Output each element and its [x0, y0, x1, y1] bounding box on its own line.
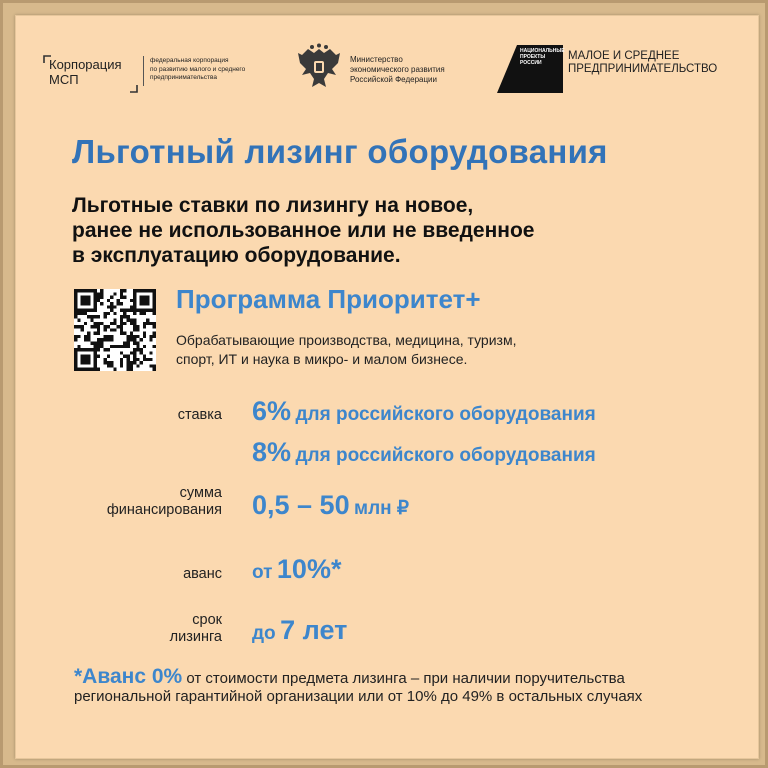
footnote: [74, 665, 674, 706]
mcp-logo-subtitle: федеральная корпорация по развитию малого и среднего предпринимательства: [150, 57, 246, 81]
page-subtitle: Льготные ставки по лизингу на новое, ранее не использованное или не введенное в эксплуатацию оборудование.: [72, 194, 535, 267]
rate-2-note: для российского оборудования: [295, 445, 596, 466]
coat-of-arms-icon: [294, 43, 344, 93]
rate-1-percent: 6%: [252, 396, 292, 426]
ministry-name: Министерство экономического развития Российской Федерации: [350, 55, 445, 84]
sum-value: [252, 490, 409, 521]
program-description: Обрабатывающие производства, медицина, туризм, спорт, ИТ и наука в микро- и малом бизнесе.: [176, 332, 517, 367]
term-prefix: до: [252, 623, 276, 644]
term-value: [252, 615, 347, 646]
rate-value-1: [252, 396, 596, 427]
qr-code-icon[interactable]: [74, 289, 156, 371]
rate-1-note: для российского оборудования: [295, 404, 596, 425]
sum-unit: млн ₽: [354, 498, 410, 519]
rate-2-percent: 8%: [252, 437, 292, 467]
advance-prefix: от: [252, 562, 273, 583]
logo-divider: [143, 56, 144, 86]
term-label: срок лизинга: [169, 612, 222, 645]
advance-value: [252, 554, 341, 585]
national-projects-badge-text: НАЦИОНАЛЬНЫЕ ПРОЕКТЫ РОССИИ: [520, 48, 565, 66]
msp-program-title: МАЛОЕ И СРЕДНЕЕ ПРЕДПРИНИМАТЕЛЬСТВО: [568, 50, 718, 75]
poster-panel: [15, 15, 759, 759]
footnote-text: от стоимости предмета лизинга – при наличии поручительства региональной гарантийной организации или от 10% до 49% в остальных случаях: [74, 670, 643, 705]
mcp-logo-title: Корпорация МСП: [49, 57, 122, 87]
advance-label: аванс: [183, 566, 222, 582]
rate-label: ставка: [177, 407, 222, 423]
sum-label: сумма финансирования: [106, 485, 222, 518]
term-years: 7 лет: [280, 615, 348, 645]
footnote-highlight: *Аванс 0%: [74, 665, 183, 688]
sum-amount: 0,5 – 50: [252, 490, 350, 520]
rate-value-2: [252, 437, 596, 468]
page-title: Льготный лизинг оборудования: [72, 133, 608, 170]
program-name: Программа Приоритет+: [176, 284, 481, 314]
advance-percent: 10%*: [276, 554, 342, 584]
